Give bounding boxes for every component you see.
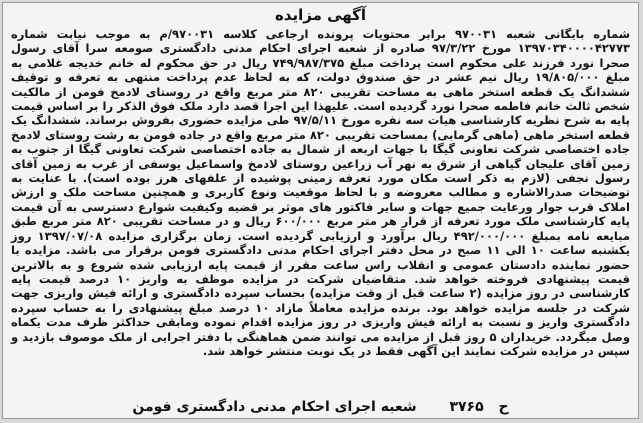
notice-footer	[11, 399, 630, 415]
footer-prefix: ح	[498, 399, 509, 415]
auction-notice	[2, 2, 639, 419]
footer-code: ۳۷۶۵	[449, 399, 484, 415]
footer-issuer: شعبه اجرای احکام مدنی دادگستری فومن	[132, 399, 417, 415]
notice-title: آگهی مزایده	[274, 6, 367, 24]
notice-body: شماره بایگانی شعبه ۹۷۰۰۳۱ برابر محتویات پرونده ارجاعی کلاسه ۹۷۰۰۳۱/م به موجب نیابت شماره ۱۳۹۷۰۳۴۰۰۰۰۴۲۷۷۳ مورخ ۹۷/۳/۲۲ صادره از شعبه اجرای احکام مدنی دادگستری صومعه سرا آقای رسول صحرا نورد فرزند علی محکوم است پرداخت مبلغ ۷۴۹/۹۸۷/۳۷۵ ریال در حق محکوم له خانم خدیجه غلامی به مبلغ ۱۹/۸۰۵/۰۰۰ ریال نیم عشر در حق صندوق دولت، که به لحاظ عدم پرداخت منتهی به تعرفه و توقیف ششدانگ یک قطعه استخر ماهی به مساحت تقریبی ۸۲۰ متر مربع واقع در روستای لادمخ فومن از مالکیت شخص ثالث خانم فاطمه صحرا نورد گردیده است. علیهذا این اجرا قصد دارد ملک فوق الذکر را بر اساس قیمت پایه به شرح نظریه کارشناسی هیات سه نفره مورخ ۹۷/۵/۱۱ طی مزایده حضوری بفروش برساند. ششدانگ یک قطعه استخر ماهی (ماهی گرمابی) بمساحت تقریبی ۸۲۰ متر مربع واقع در جاده فومن به رشت روستای لادمخ جاده اختصاصی شرکت تعاونی گیگا با جهات اربعه از شمال به جاده اختصاصی شرکت تعاونی گیگا از جنوب به زمین آقای علیجان گیاهی از شرق به نهر آب زراعین روستای لادمخ واسماعیل یوسفی از غرب به زمین آقای رسول نجفی (لازم به ذکر است مکان مورد تعرفه زمینی پوشیده از علفهای هرز بوده است). با عنایت به توضیحات صدرالاشاره و مطالب معروضه و با لحاظ موقعیت ونوع کاربری و همچنین مساحت ملک و ارزش املاک قرب جوار ورعایت جمیع جهات و سایر فاکتور های موثر بر قضیه وکیفیت شوارع دسترسی به آن قیمت پایه کارشناسی ملک مورد تعرفه از قرار هر متر مربع ۶۰۰/۰۰۰ ریال و در مساحت تقریبی ۸۲۰ متر مربع طبق مبایعه نامه بمبلغ ۴۹۲/۰۰۰/۰۰۰ ریال برآورد و ارزیابی گردیده است. زمان برگزاری مزایده ۱۳۹۷/۰۷/۰۸ روز یکشنبه ساعت ۱۰ الی ۱۱ صبح در محل دفتر اجرای احکام مدنی دادگستری فومن برقرار می باشد. مزایده با حضور نماینده دادستان عمومی و انقلاب راس ساعت مقرر از قیمت پایه ارزیابی شده شروع و به بالاترین قیمت پیشنهادی فروخته خواهد شد. متقاضیان شرکت در مزایده موظف به واریز ۱۰ درصد قیمت پایه کارشناسی در روز مزایده (۲ ساعت قبل از وقت مزایده) بحساب سپرده دادگستری و ارائه فیش واریزی جهت شرکت در جلسه مزایده خواهد بود. برنده مزایده معاملاً مازاد ۱۰ درصد مبلغ پیشنهادی را به حساب سپرده دادگستری واریز و نسبت به ارائه فیش واریزی در روز مزایده اقدام نموده ومابقی حداکثر ظرف مدت یکماه وصل میگردد. خریداران ۵ روز قبل از مزایده می توانند ضمن هماهنگی با دفتر اجرایی از ملک موصوف بازدید و سپس در مزایده شرکت نمایند این آگهی فقط در یک نوبت منتشر خواهد شد.	[11, 27, 631, 358]
